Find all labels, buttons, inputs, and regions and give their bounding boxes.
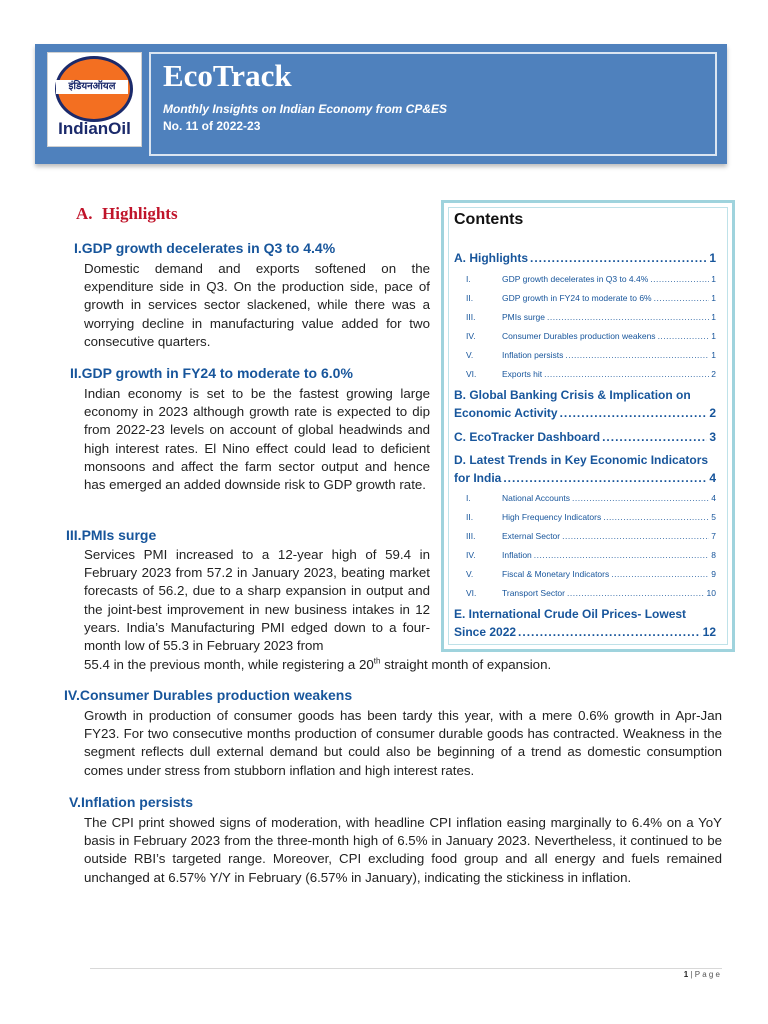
para-heading: PMIs surge — [81, 527, 157, 543]
para-text-4: Growth in production of consumer goods has been tardy this year, with a mere 0.6% growth in Apr-Jan FY23. For two consecutive months production of consumer durable goods has contracted. Weakness in the segment reflects dull external demand but could also be beginning of a trend as domestic consumption comes under stress from stubborn inflation and high interest rates. — [84, 708, 722, 778]
para-text-3: Services PMI increased to a 12-year high of 59.4 in February 2023 from 57.2 in January 2023, beating market forecasts of 56.2, due to a sharp expansion in output and the joint-best improvement in new business intakes in 12 years. India’s Manufacturing PMI edged down to a four-month low of 55.3 in February 2023 from — [84, 547, 430, 654]
toc-sub-item[interactable] — [466, 587, 716, 606]
para-heading: GDP growth decelerates in Q3 to 4.4% — [81, 240, 336, 256]
para-text-3-tail — [84, 656, 724, 674]
toc-d-line1: D. Latest Trends in Key Economic Indicators — [454, 453, 709, 467]
toc-sub-page: 1 — [711, 331, 716, 341]
toc-sub-item[interactable] — [466, 349, 716, 368]
contents-box — [441, 200, 735, 652]
toc-sub-item[interactable] — [466, 530, 716, 549]
toc-sub-numeral: V. — [466, 350, 474, 360]
toc-sub-page: 10 — [706, 588, 716, 598]
para-title-1 — [74, 240, 335, 256]
toc-sub-numeral: I. — [466, 274, 471, 284]
para-numeral: III. — [66, 527, 82, 543]
dot-leader — [658, 330, 710, 342]
indianoil-logo — [47, 52, 142, 147]
toc-sub-item[interactable] — [466, 549, 716, 568]
dot-leader — [611, 568, 709, 580]
dot-leader — [518, 623, 701, 641]
toc-sub-numeral: VI. — [466, 369, 477, 379]
toc-d-page: 4 — [709, 471, 716, 485]
toc-sub-page: 1 — [711, 274, 716, 284]
toc-sub-numeral: II. — [466, 293, 474, 303]
dot-leader — [534, 549, 709, 561]
tail-sup: th — [373, 656, 381, 666]
report-title: EcoTrack — [163, 58, 292, 93]
toc-sub-label: GDP growth in FY24 to moderate to 6% — [502, 293, 652, 303]
toc-sub-page: 7 — [711, 531, 716, 541]
section-title: Highlights — [102, 204, 178, 223]
toc-sub-item[interactable] — [466, 311, 716, 330]
para-text-5: The CPI print showed signs of moderation, with headline CPI inflation easing marginally to 6.4% on a YoY basis in February 2023 from the three-month high of 6.5% in January 2023. Nevertheless, it continued to be outside RBI’s targeted range. Moreover, CPI excluding food group and all energy and fuels remained unchanged at 6.57% Y/Y in February (6.57% in January), indicating the stickiness in inflation. — [84, 815, 722, 885]
toc-sub-numeral: II. — [466, 512, 474, 522]
toc-sub-numeral: III. — [466, 312, 476, 322]
toc-sub-page: 1 — [711, 312, 716, 322]
dot-leader — [530, 249, 707, 267]
header-inner — [47, 52, 717, 156]
page-num: 1 — [683, 970, 689, 979]
para-text-2: Indian economy is set to be the fastest growing large economy in 2023 although growth rate is expected to dip from 2022-23 levels on account of global headwinds and high interest rates. El Nino effect could lead to deficient monsoons and affect the farm sector output and hence has emerged an added downside risk to GDP growth rate. — [84, 386, 430, 493]
dot-leader — [565, 349, 709, 361]
toc-b-page: 2 — [709, 406, 716, 420]
footer-page-number — [684, 970, 720, 979]
report-subtitle: Monthly Insights on Indian Economy from CP&ES — [163, 102, 448, 116]
toc-a-page: 1 — [709, 251, 716, 265]
para-numeral: I. — [74, 240, 82, 256]
toc-sub-numeral: VI. — [466, 588, 477, 598]
dot-leader — [602, 428, 707, 446]
toc-sub-label: PMIs surge — [502, 312, 545, 322]
toc-e[interactable] — [454, 605, 716, 641]
toc-sub-label: Inflation persists — [502, 350, 564, 360]
toc-sub-label: National Accounts — [502, 493, 571, 503]
toc-e-page: 12 — [702, 625, 716, 639]
toc-sub-label: High Frequency Indicators — [502, 512, 602, 522]
dot-leader — [544, 368, 709, 380]
toc-sub-label: Consumer Durables production weakens — [502, 331, 656, 341]
toc-sub-numeral: V. — [466, 569, 474, 579]
para-numeral: V. — [69, 794, 81, 810]
toc-sub-page: 2 — [711, 369, 716, 379]
toc-sub-numeral: IV. — [466, 331, 476, 341]
para-heading: Consumer Durables production weakens — [79, 687, 353, 703]
toc-sub-label: Transport Sector — [502, 588, 565, 598]
toc-sub-label: GDP growth decelerates in Q3 to 4.4% — [502, 274, 649, 284]
toc-b-line1: B. Global Banking Crisis & Implication on — [454, 388, 691, 402]
toc-sub-page: 1 — [711, 293, 716, 303]
toc-sub-item[interactable] — [466, 273, 716, 292]
toc-d[interactable] — [454, 451, 716, 487]
toc-sub-page: 9 — [711, 569, 716, 579]
header-banner — [35, 44, 727, 164]
toc-a-subs — [466, 273, 716, 387]
dot-leader — [503, 469, 707, 487]
toc-a[interactable] — [454, 249, 716, 267]
toc-sub-page: 8 — [711, 550, 716, 560]
para-title-2 — [70, 365, 353, 381]
toc-sub-label: Fiscal & Monetary Indicators — [502, 569, 610, 579]
section-number: A. — [76, 204, 93, 223]
toc-e-line2: Since 2022 — [454, 625, 517, 639]
toc-sub-label: External Sector — [502, 531, 561, 541]
para-title-3 — [66, 527, 156, 543]
dot-leader — [560, 404, 708, 422]
toc-b[interactable] — [454, 386, 716, 422]
toc-b-line2: Economic Activity — [454, 406, 558, 420]
logo-text: IndianOil — [58, 119, 131, 138]
toc-sub-page: 5 — [711, 512, 716, 522]
tail-text-a: 55.4 in the previous month, while registering a 20 — [84, 657, 374, 672]
section-heading — [76, 204, 178, 224]
dot-leader — [650, 273, 709, 285]
dot-leader — [603, 511, 709, 523]
dot-leader — [654, 292, 710, 304]
dot-leader — [547, 311, 709, 323]
toc-sub-label: Exports hit — [502, 369, 543, 379]
para-text-1: Domestic demand and exports softened on the expenditure side in Q3. On the production side, pace of growth in services sector slackened, while there was a worrying decline in manufacturing value added for two consecutive quarters. — [84, 261, 430, 349]
toc-sub-page: 4 — [711, 493, 716, 503]
dot-leader — [572, 492, 709, 504]
para-numeral: II. — [70, 365, 82, 381]
title-box — [149, 52, 717, 156]
toc-sub-numeral: I. — [466, 493, 471, 503]
dot-leader — [562, 530, 709, 542]
toc-sub-item[interactable] — [466, 292, 716, 311]
toc-sub-page: 1 — [711, 350, 716, 360]
toc-sub-item[interactable] — [466, 511, 716, 530]
dot-leader — [567, 587, 705, 599]
toc-c[interactable] — [454, 428, 716, 446]
issue-number: No. 11 of 2022-23 — [163, 119, 261, 133]
toc-c-page: 3 — [709, 430, 716, 444]
page-label: | P a g e — [690, 970, 720, 979]
toc-a-label: A. Highlights — [454, 251, 528, 265]
para-title-4 — [64, 687, 352, 703]
toc-d-line2: for India — [454, 471, 502, 485]
toc-sub-label: Inflation — [502, 550, 532, 560]
contents-title: Contents — [454, 211, 524, 228]
toc-sub-item[interactable] — [466, 568, 716, 587]
toc-e-line1: E. International Crude Oil Prices- Lowest — [454, 607, 687, 621]
toc-sub-item[interactable] — [466, 368, 716, 387]
para-title-5 — [69, 794, 193, 810]
logo-hindi-text: इंडियनऑयल — [56, 80, 128, 94]
toc-d-subs — [466, 492, 716, 606]
toc-sub-numeral: IV. — [466, 550, 476, 560]
footer-divider — [90, 968, 722, 969]
para-numeral: IV. — [64, 687, 80, 703]
tail-text-b: straight month of expansion. — [380, 657, 552, 672]
para-heading: GDP growth in FY24 to moderate to 6.0% — [81, 365, 353, 381]
toc-c-label: C. EcoTracker Dashboard — [454, 430, 601, 444]
toc-sub-item[interactable] — [466, 492, 716, 511]
toc-sub-item[interactable] — [466, 330, 716, 349]
toc-sub-numeral: III. — [466, 531, 476, 541]
para-heading: Inflation persists — [80, 794, 193, 810]
